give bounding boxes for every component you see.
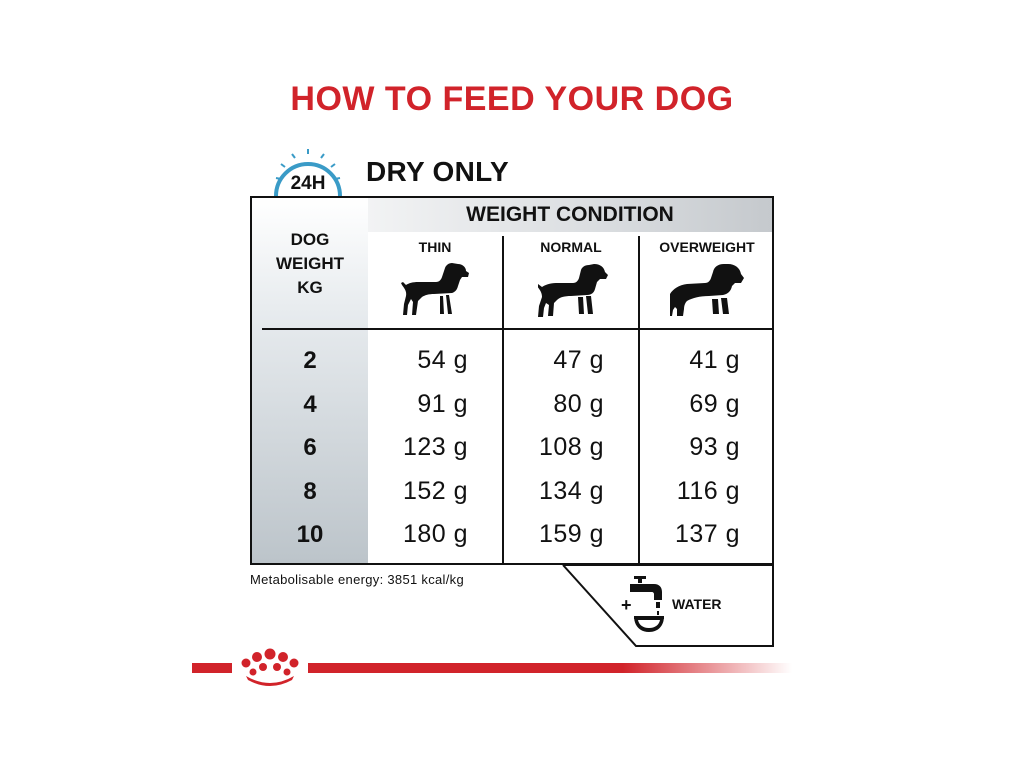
normal-value-cell: 108 g [538,433,604,461]
dog-weight-header-line: WEIGHT [276,254,344,273]
weight-kg-cell: 6 [303,434,317,461]
weight-kg-cell: 4 [303,391,317,418]
thin-value-cell: 180 g [402,520,468,548]
normal-value-cell: 159 g [538,520,604,548]
thin-value-cell: 123 g [402,433,468,461]
column-header-thin: THIN [418,239,452,255]
normal-value-cell: 80 g [553,390,604,418]
clock-24h-icon [270,146,346,196]
header-divider [262,328,772,330]
dog-weight-header-line: DOG [290,230,330,249]
dog-weight-header [252,228,368,300]
water-label: WATER [672,596,722,612]
brand-line-left [192,663,232,673]
water-tap-bowl-icon [628,572,668,636]
thin-dog-icon [400,262,470,318]
dog-weight-header-line: KG [297,278,323,297]
overweight-value-cell: 137 g [674,520,740,548]
thin-value-cell: 91 g [417,390,468,418]
column-header-normal: NORMAL [540,239,602,255]
page-title: HOW TO FEED YOUR DOG [290,80,734,118]
feeding-table [250,196,774,565]
weight-kg-cell: 10 [296,521,324,548]
metabolisable-energy-note: Metabolisable energy: 3851 kcal/kg [250,572,464,587]
clock-label: 24H [290,173,326,194]
thin-value-cell: 54 g [417,346,468,374]
section-heading: DRY ONLY [366,156,509,187]
overweight-value-cell: 116 g [676,477,740,505]
weight-condition-header: WEIGHT CONDITION [466,203,674,226]
weight-kg-cell: 2 [303,347,317,374]
overweight-dog-icon [670,262,746,318]
overweight-value-cell: 93 g [689,433,740,461]
overweight-value-cell: 69 g [689,390,740,418]
column-header-overweight: OVERWEIGHT [659,239,755,255]
normal-dog-icon [538,262,610,318]
plus-sign: + [621,595,632,615]
normal-value-cell: 47 g [553,346,604,374]
overweight-value-cell: 41 g [689,346,740,374]
royal-canin-crown-icon [236,646,304,686]
normal-value-cell: 134 g [538,477,604,505]
brand-line-right [308,663,792,673]
weight-kg-cell: 8 [303,478,317,505]
thin-value-cell: 152 g [402,477,468,505]
